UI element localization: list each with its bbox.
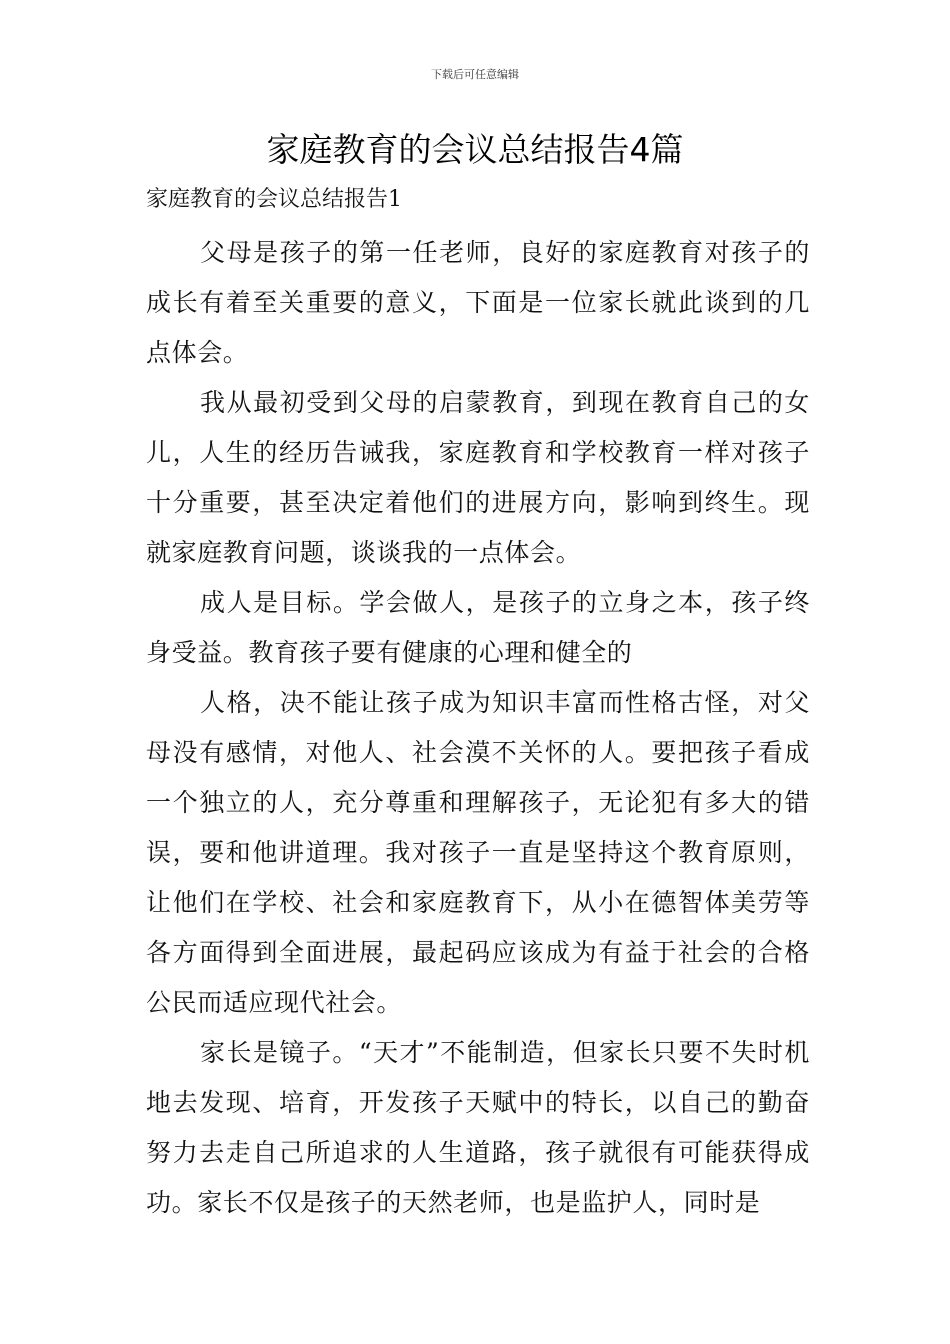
document-title: 家庭教育的会议总结报告4篇 [266,130,684,169]
body-text [146,228,810,1228]
paragraph: 家长是镜子。“天才”不能制造，但家长只要不失时机地去发现、培育，开发孩子天赋中的特长，以自己的勤奋努力去走自己所追求的人生道路，孩子就很有可能获得成功。家长不仅是孩子的天然老师，也是监护人，同时是 [146,1038,810,1217]
header-note: 下载后可任意编辑 [431,68,519,81]
paragraph: 成人是目标。学会做人，是孩子的立身之本，孩子终身受益。教育孩子要有健康的心理和健全的 [146,588,810,667]
paragraph: 我从最初受到父母的启蒙教育，到现在教育自己的女儿，人生的经历告诫我，家庭教育和学校教育一样对孩子十分重要，甚至决定着他们的进展方向，影响到终生。现就家庭教育问题，谈谈我的一点体会。 [146,388,810,567]
paragraph: 父母是孩子的第一任老师，良好的家庭教育对孩子的成长有着至关重要的意义，下面是一位家长就此谈到的几点体会。 [146,238,810,367]
section-subtitle: 家庭教育的会议总结报告1 [146,187,402,212]
paragraph: 人格，决不能让孩子成为知识丰富而性格古怪，对父母没有感情，对他人、社会漠不关怀的人。要把孩子看成一个独立的人，充分尊重和理解孩子，无论犯有多大的错误，要和他讲道理。我对孩子一直是坚持这个教育原则，让他们在学校、社会和家庭教育下，从小在德智体美劳等各方面得到全面进展，最起码应该成为有益于社会的合格公民而适应现代社会。 [146,688,810,1017]
